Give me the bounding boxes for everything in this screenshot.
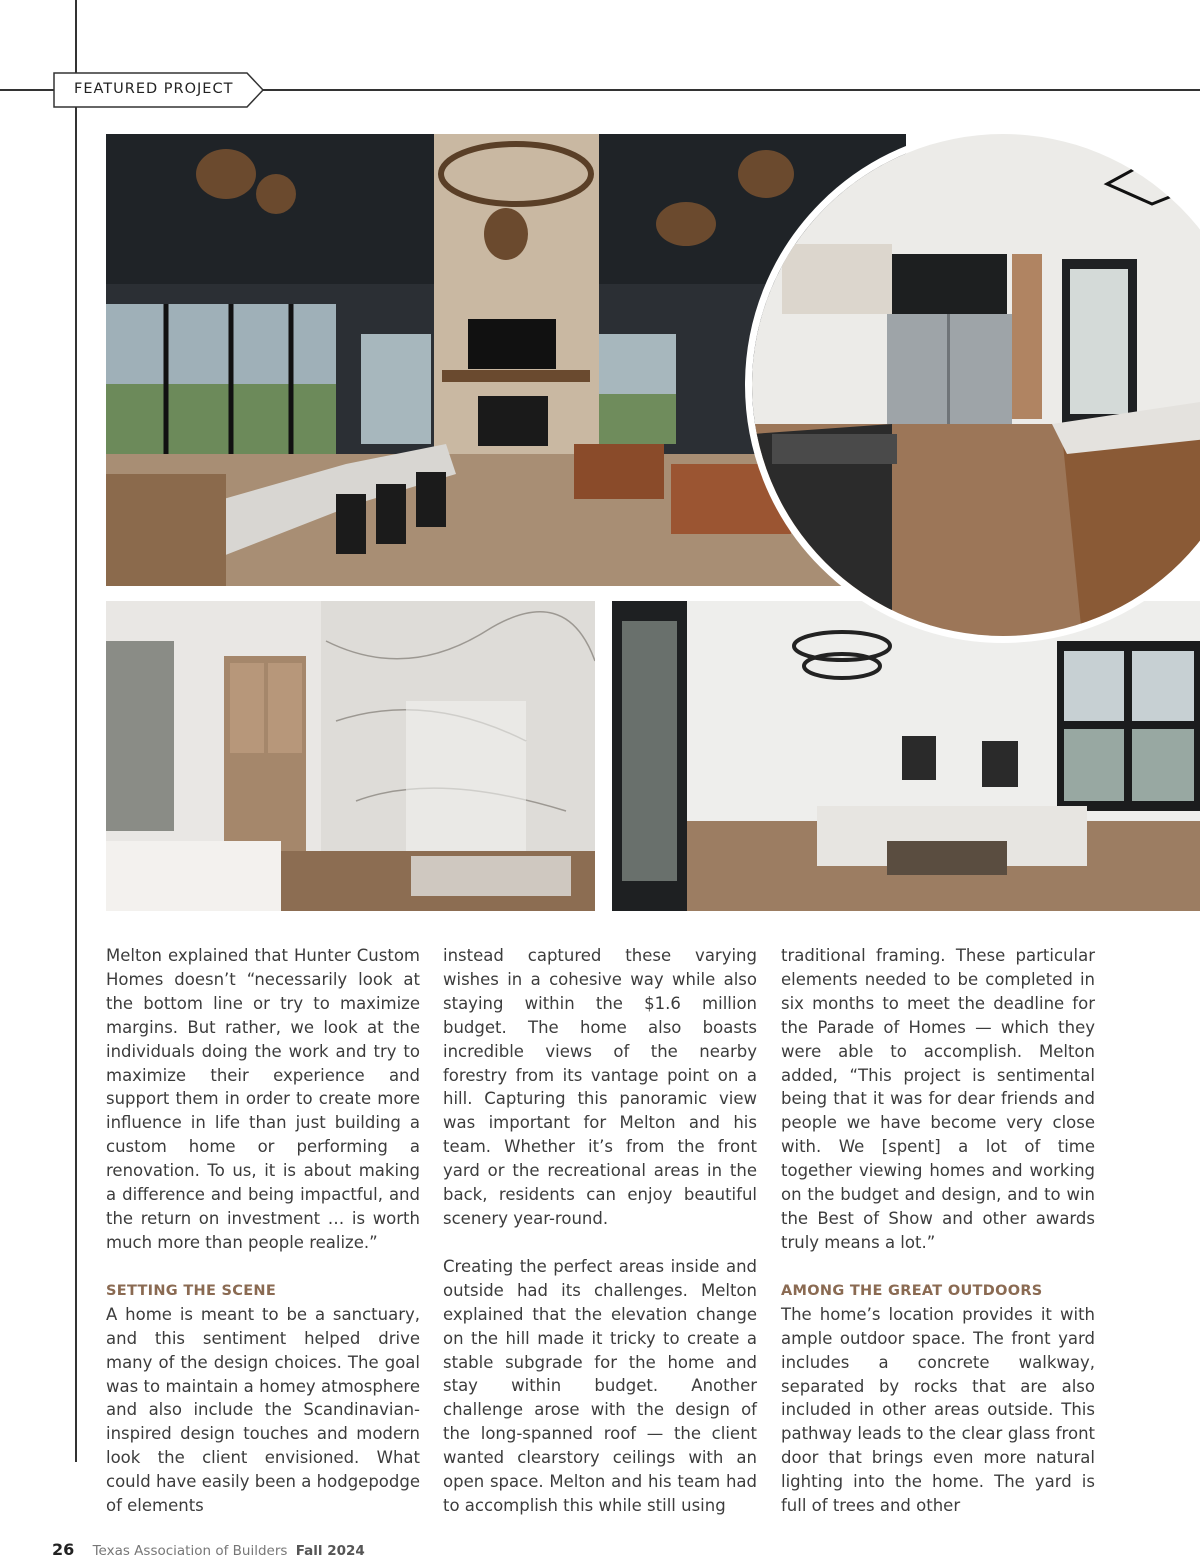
paragraph: Melton explained that Hunter Custom Homes doesn’t “necessarily look at the bottom line or try to maximize margins. But rather, we look at the individuals doing the work and try to maximize their experience and support them in order to create more influence in life than just building a custom home or performing a renovation. To us, it is about making a difference and being impactful, and the return on investment … is worth much more than people realize.” [106,946,420,1252]
paragraph: instead captured these varying wishes in a cohesive way while also staying within the $1.6 million budget. The home also boasts incredible views of the nearby forestry from its vantage point on a hill. Capturing this panoramic view was important for Melton and his team. Whether it’s from the front yard or the recreational areas in the back, residents can enjoy beautiful scenery year-round. [443,946,757,1228]
page-number: 26 [52,1540,75,1559]
issue-name: Fall 2024 [295,1543,365,1559]
text-column-3 [781,944,1095,1542]
publication-name: Texas Association of Builders [92,1543,288,1559]
paragraph: The home’s location provides it with ample outdoor space. The front yard includes a concrete walkway, separated by rocks that are also included in other areas outside. This pathway leads to the clear glass front door that brings even more natural lighting into the home. The yard is full of trees and other [781,1304,1095,1516]
paragraph: Creating the perfect areas inside and outside had its challenges. Melton explained that the elevation change on the hill made it tricky to create a stable subgrade for the home and stay within budget. Another challenge arose with the design of the long-spanned roof — the client wanted clearstory ceilings with an open space. Melton and his team had to accomplish this while still using [443,1256,757,1515]
paragraph: traditional framing. These particular elements needed to be completed in six months to meet the deadline for the Parade of Homes — which they were able to accomplish. Melton added, “This project is sentimental being that it was for dear friends and people we have become very close with. We [spent] a lot of time together viewing homes and working on the budget and design, and to win the Best of Show and other awards truly means a lot.” [781,946,1095,1252]
page-footer [52,1540,365,1559]
section-label: FEATURED PROJECT [74,81,234,97]
section-tab [53,72,263,107]
paragraph: A home is meant to be a sanctuary, and this sentiment helped drive many of the design choices. The goal was to maintain a homey atmosphere and also include the Scandinavian-inspired design touches and modern look the client envisioned. What could have easily been a hodgepodge of elements [106,1304,420,1516]
bathroom-photo [106,601,595,911]
text-column-1 [106,944,420,1542]
text-column-2 [443,944,757,1542]
living-area-photo [612,601,1200,911]
subheading-among-the-great-outdoors: AMONG THE GREAT OUTDOORS [781,1282,1043,1299]
left-vertical-rule [75,0,77,1462]
subheading-setting-the-scene: SETTING THE SCENE [106,1282,277,1299]
